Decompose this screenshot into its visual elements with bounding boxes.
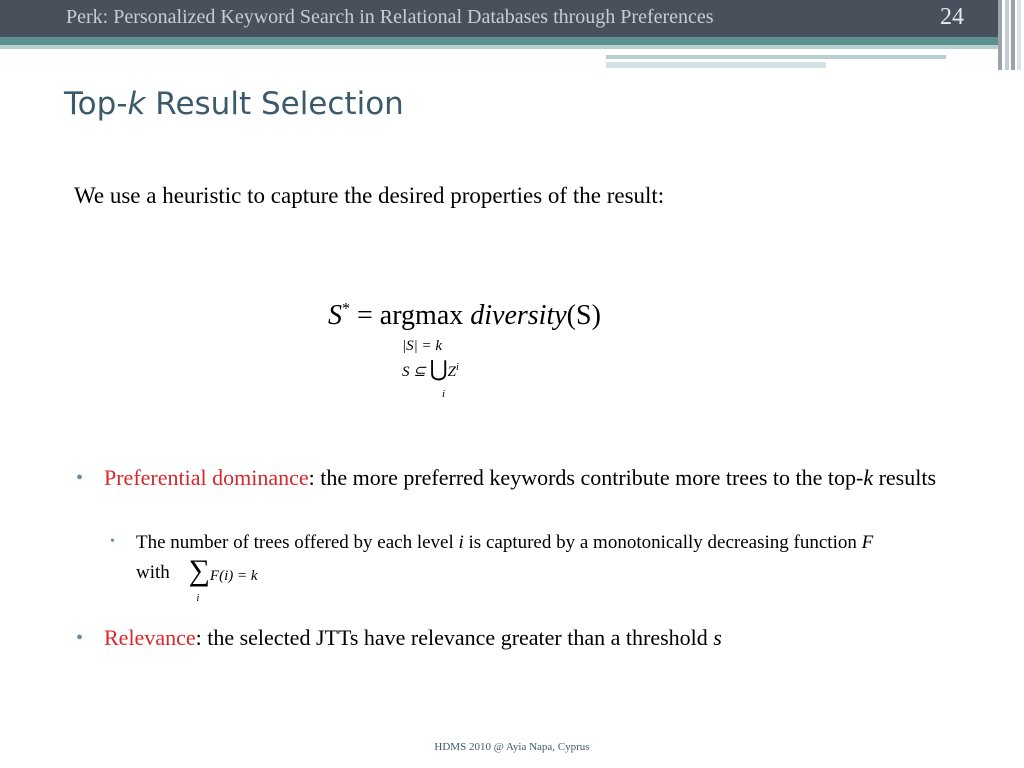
slide-number: 24 (940, 4, 964, 30)
bullet-relevance: • Relevance: the selected JTTs have relevance greater than a threshold s (76, 623, 976, 653)
union-symbol: ⋃ (429, 356, 448, 381)
decorative-stripes (998, 0, 1024, 70)
header-light-band (0, 45, 1000, 49)
decorative-band (606, 62, 826, 68)
intro-text: We use a heuristic to capture the desired properties of the result: (74, 183, 665, 208)
subbullet-monotonic-function: • The number of trees offered by each level i is captured by a monotonically decreasing function F with ∑F(i) = k i (110, 529, 910, 590)
header-bar (0, 0, 1000, 37)
bullet-preferential-dominance: • Preferential dominance: the more preferred keywords contribute more trees to the top-k results (76, 463, 976, 493)
footer: HDMS 2010 @ Ayia Napa, Cyprus (434, 741, 590, 753)
bullet-dot: • (76, 627, 84, 649)
bullet-dot: • (110, 534, 115, 549)
slide-heading: Top-k Result Selection (64, 86, 404, 122)
bullet-dot: • (76, 467, 84, 489)
diversity-formula: S* = argmax diversity(S) |S| = k S ⊆ $⋃Z^i$ i (328, 300, 601, 400)
sum-formula: ∑F(i) = k i (189, 557, 258, 590)
sum-symbol: ∑ (188, 554, 210, 587)
formula-constraint-size: |S| = k (402, 338, 443, 354)
presentation-title: Perk: Personalized Keyword Search in Relational Databases through Preferences (66, 6, 714, 28)
header-teal-band (0, 37, 1000, 45)
formula-constraint-subset: S ⊆ $⋃Z^i$ (402, 356, 459, 381)
formula-lhs: S (328, 300, 342, 331)
union-index: i (442, 388, 446, 400)
decorative-band (606, 55, 946, 59)
sum-index: i (196, 593, 200, 604)
